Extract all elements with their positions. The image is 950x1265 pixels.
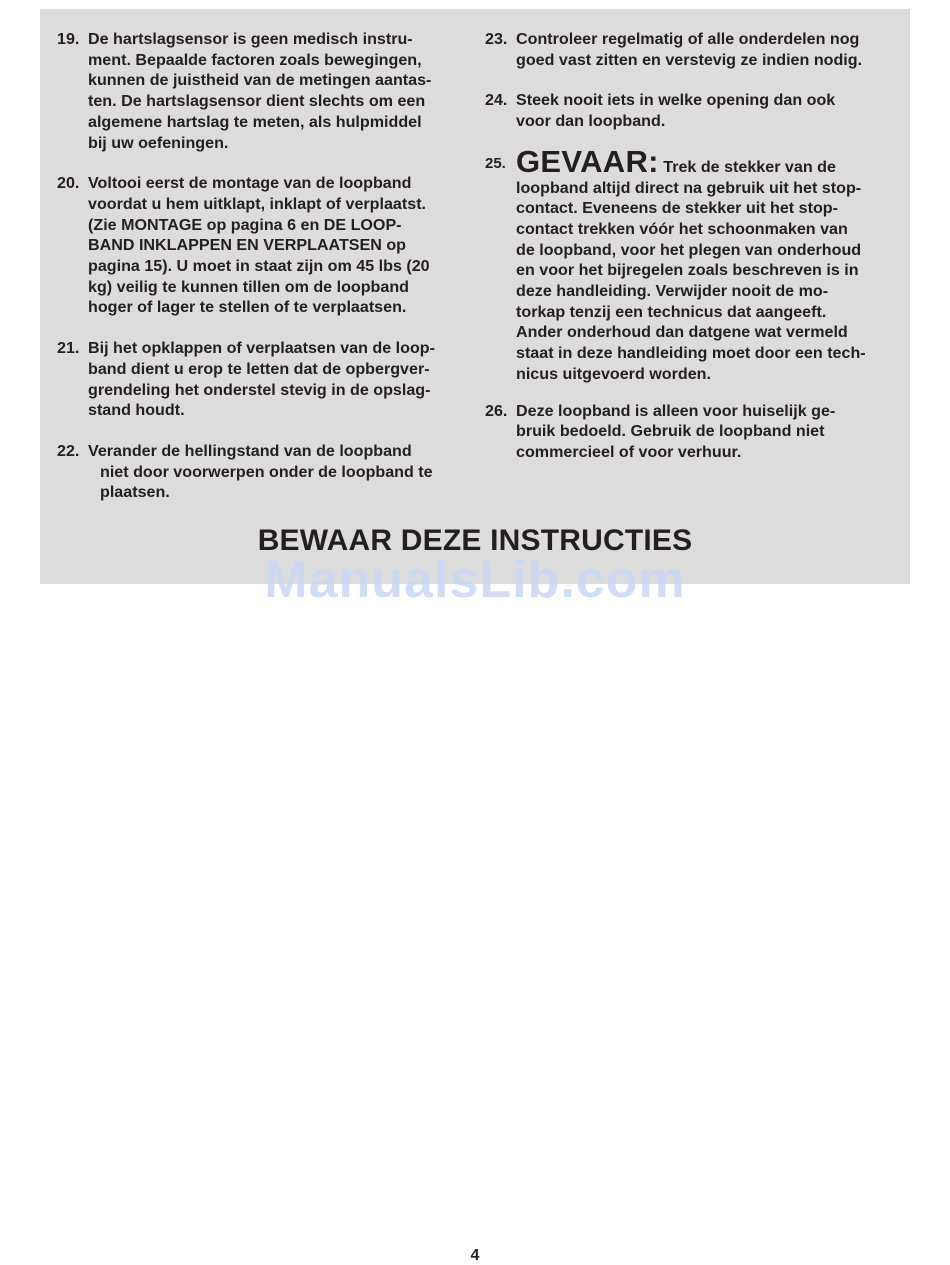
instruction-22 <box>57 441 465 503</box>
instruction-number: 24. <box>485 91 508 110</box>
instruction-line: ten. De hartslagsensor dient slechts om een <box>88 92 426 111</box>
instruction-line: contact trekken vóór het schoonmaken van <box>516 219 848 238</box>
instruction-number: 20. <box>57 174 80 193</box>
instruction-line: torkap tenzij een technicus dat aangeeft. <box>516 302 827 321</box>
instruction-line: De hartslagsensor is geen medisch instru- <box>88 30 413 48</box>
instruction-number: 23. <box>485 30 508 48</box>
instruction-line: goed vast zitten en verstevig ze indien nodig. <box>516 50 863 69</box>
instruction-number: 21. <box>57 339 80 358</box>
instruction-text <box>516 401 895 463</box>
instruction-line: Steek nooit iets in welke opening dan ook <box>516 91 836 110</box>
instruction-line: plaatsen. <box>100 483 170 502</box>
instruction-line: kg) veilig te kunnen tillen om de loopband <box>88 277 410 296</box>
instruction-line: Verander de hellingstand van de loopband <box>88 441 412 460</box>
instruction-23 <box>485 29 895 70</box>
instruction-line: kunnen de juistheid van de metingen aantas- <box>88 71 432 90</box>
instruction-number: 19. <box>57 30 80 48</box>
instruction-line: voor dan loopband. <box>516 112 666 131</box>
instruction-text <box>516 90 895 131</box>
instruction-line: ment. Bepaalde factoren zoals bewegingen, <box>88 50 422 69</box>
instruction-line: nicus uitgevoerd worden. <box>516 364 711 383</box>
instruction-line: commercieel of voor verhuur. <box>516 442 742 461</box>
instructions-column-right <box>485 29 895 463</box>
instruction-line: Bij het opklappen of verplaatsen van de loop- <box>88 339 435 358</box>
instruction-line: Trek de stekker van de <box>663 157 836 176</box>
instruction-24 <box>485 90 895 131</box>
instruction-line: loopband altijd direct na gebruik uit het stop- <box>516 178 862 197</box>
instruction-line: (Zie MONTAGE op pagina 6 en DE LOOP- <box>88 215 402 234</box>
instructions-column-left <box>57 29 465 503</box>
instruction-26 <box>485 401 895 463</box>
instruction-text <box>516 29 895 70</box>
danger-warning-word: GEVAAR: <box>516 143 659 179</box>
instruction-first-line <box>516 143 895 179</box>
instruction-20 <box>57 173 465 318</box>
instruction-line: Ander onderhoud dan datgene wat vermeld <box>516 323 848 342</box>
instruction-line: hoger of lager te stellen of te verplaatsen. <box>88 298 407 317</box>
instruction-25 <box>485 143 895 385</box>
instruction-number: 22. <box>57 441 80 460</box>
instruction-line: staat in deze handleiding moet door een tech- <box>516 344 866 363</box>
instruction-line: niet door voorwerpen onder de loopband te <box>100 462 433 481</box>
instruction-line: bij uw oefeningen. <box>88 133 229 152</box>
instruction-19 <box>57 29 465 153</box>
instruction-line: stand houdt. <box>88 401 185 420</box>
watermark: ManualsLib.com <box>264 551 686 609</box>
instruction-line: band dient u erop te letten dat de opbergver- <box>88 359 430 378</box>
instruction-line: bruik bedoeld. Gebruik de loopband niet <box>516 422 825 441</box>
instruction-line: grendeling het onderstel stevig in de opslag- <box>88 380 431 399</box>
save-instructions-heading: BEWAAR DEZE INSTRUCTIES <box>257 524 693 557</box>
instruction-number: 25. <box>485 154 506 172</box>
instruction-text <box>88 29 465 153</box>
instruction-line: Deze loopband is alleen voor huiselijk ge- <box>516 401 836 420</box>
instruction-text <box>516 143 895 385</box>
instruction-number: 26. <box>485 401 508 420</box>
instruction-line: de loopband, voor het plegen van onderhoud <box>516 240 862 259</box>
instruction-text <box>88 338 465 421</box>
instruction-line: BAND INKLAPPEN EN VERPLAATSEN op <box>88 236 407 255</box>
instruction-line: pagina 15). U moet in staat zijn om 45 lbs (20 <box>88 257 430 276</box>
instruction-line: Controleer regelmatig of alle onderdelen nog <box>516 30 860 48</box>
instruction-text <box>88 173 465 318</box>
instruction-line: deze handleiding. Verwijder nooit de mo- <box>516 282 829 301</box>
instruction-line: contact. Eveneens de stekker uit het stop- <box>516 199 838 218</box>
instruction-line: en voor het bijregelen zoals beschreven is in <box>516 261 859 280</box>
instruction-text <box>88 441 465 503</box>
instruction-line: Voltooi eerst de montage van de loopband <box>88 174 412 193</box>
instruction-21 <box>57 338 465 421</box>
page-number: 4 <box>470 1247 480 1264</box>
instruction-line: algemene hartslag te meten, als hulpmiddel <box>88 112 422 131</box>
instruction-line: voordat u hem uitklapt, inklapt of verplaatst. <box>88 194 427 213</box>
